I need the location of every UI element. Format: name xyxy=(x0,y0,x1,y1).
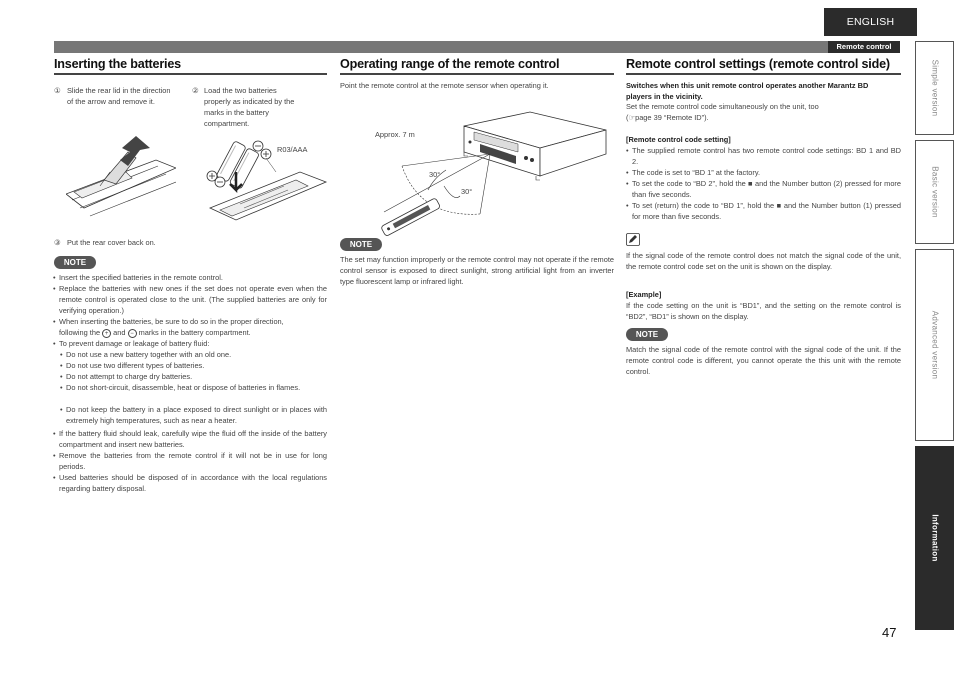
sub-bullet-item: • Do not use a new battery together with an old one. xyxy=(60,350,232,359)
angle-label-2: 30° xyxy=(461,187,473,196)
settings-intro-a: Set the remote control code simultaneously on the unit, too xyxy=(626,102,819,111)
bullet-item: • Replace the batteries with new ones if the set does not operate even when the remote control is operated close to the unit. (The supplied batteries are only for verifying operation.) xyxy=(53,284,327,315)
page-number: 47 xyxy=(882,625,897,640)
sub-bullet-item: • Do not keep the battery in a place exposed to direct sunlight or in places with extremely high temperatures, such as near a heater. xyxy=(60,405,327,425)
step1-number: ① xyxy=(54,86,61,95)
settings-note-text: Match the signal code of the remote control with the signal code of the unit. If the remote control code is different, you cannot operate the this unit with the remote control. xyxy=(626,345,901,376)
example-heading: [Example] xyxy=(626,290,662,299)
settings-intro-b: (☞page 39 “Remote ID”). xyxy=(626,113,709,122)
bullet-item: • The supplied remote control has two remote control code settings: BD 1 and BD 2. xyxy=(626,146,901,166)
bullet-item: • Used batteries should be disposed of in accordance with the local regulations regarding battery disposal. xyxy=(53,473,327,493)
step2-text: Load the two batteries properly as indicated by the marks in the battery compartment. xyxy=(204,86,295,128)
operating-range-intro: Point the remote control at the remote sensor when operating it. xyxy=(340,81,549,90)
title-rule xyxy=(54,73,327,75)
sub-bullet-item: • Do not short-circuit, disassemble, heat or dispose of batteries in flames. xyxy=(60,383,301,392)
step1-text: Slide the rear lid in the direction of the arrow and remove it. xyxy=(67,86,171,106)
step3-number: ③ xyxy=(54,238,61,247)
tab-basic-version[interactable]: Basic version xyxy=(915,140,954,244)
range-distance-label: Approx. 7 m xyxy=(375,130,415,139)
tip-text: If the signal code of the remote control does not match the signal code of the unit, the remote control code set on the unit is shown on the display. xyxy=(626,251,901,271)
range-note-text: The set may function improperly or the remote control may not operate if the remote control sensor is exposed to direct sunlight, strong artificial light from an inverter type fluorescent lamp or infrared light. xyxy=(340,255,614,286)
bullet-item: • Remove the batteries from the remote control if it will not be in use for long periods. xyxy=(53,451,327,471)
operating-range-title: Operating range of the remote control xyxy=(340,57,560,71)
bullet-item: • Insert the specified batteries in the remote control. xyxy=(53,273,223,282)
title-rule xyxy=(340,73,614,75)
slide-lid-illustration xyxy=(66,132,176,222)
settings-bold-intro: Switches when this unit remote control operates another Marantz BD players in the vicinity. xyxy=(626,81,869,101)
step2-number: ② xyxy=(192,86,199,95)
battery-type-label: R03/AAA xyxy=(277,145,308,154)
sub-bullet-item: • Do not use two different types of batteries. xyxy=(60,361,205,370)
bullet-item: • To prevent damage or leakage of battery fluid: xyxy=(53,339,210,348)
example-text: If the code setting on the unit is “BD1”, and the setting on the remote control is “BD2”, “BD1” is shown on the display. xyxy=(626,301,901,321)
operating-range-diagram xyxy=(340,108,615,236)
bullet-item: • When inserting the batteries, be sure to do so in the proper direction, following the + and − marks in the battery compartment. xyxy=(53,317,284,337)
remote-settings-title: Remote control settings (remote control side) xyxy=(626,57,890,71)
bullet-item: • The code is set to “BD 1” at the factory. xyxy=(626,168,761,177)
angle-label-1: 30° xyxy=(429,170,441,179)
tab-advanced-version[interactable]: Advanced version xyxy=(915,249,954,441)
language-tab: ENGLISH xyxy=(824,8,917,36)
code-setting-heading: [Remote control code setting] xyxy=(626,135,731,144)
minus-icon: − xyxy=(128,329,137,338)
bullet-item: • If the battery fluid should leak, carefully wipe the fluid off the inside of the battery compartment and insert new batteries. xyxy=(53,429,327,449)
pencil-icon xyxy=(626,233,640,246)
tab-simple-version[interactable]: Simple version xyxy=(915,41,954,135)
bullet-item: • To set the code to “BD 2”, hold the ■ and the Number button (2) pressed for more than five seconds. xyxy=(626,179,901,199)
section-tag: Remote control xyxy=(828,41,900,53)
bullet-item: • To set (return) the code to “BD 1”, hold the ■ and the Number button (1) pressed for more than five seconds. xyxy=(626,201,901,221)
note-badge: NOTE xyxy=(340,238,382,251)
step3-text: Put the rear cover back on. xyxy=(67,238,156,247)
sub-bullet-item: • Do not attempt to charge dry batteries. xyxy=(60,372,193,381)
load-batteries-illustration xyxy=(200,138,330,224)
tab-information[interactable]: Information xyxy=(915,446,954,630)
note-badge: NOTE xyxy=(54,256,96,269)
inserting-batteries-title: Inserting the batteries xyxy=(54,57,181,71)
title-rule xyxy=(626,73,901,75)
section-bar xyxy=(54,41,899,53)
note-badge: NOTE xyxy=(626,328,668,341)
plus-icon: + xyxy=(102,329,111,338)
